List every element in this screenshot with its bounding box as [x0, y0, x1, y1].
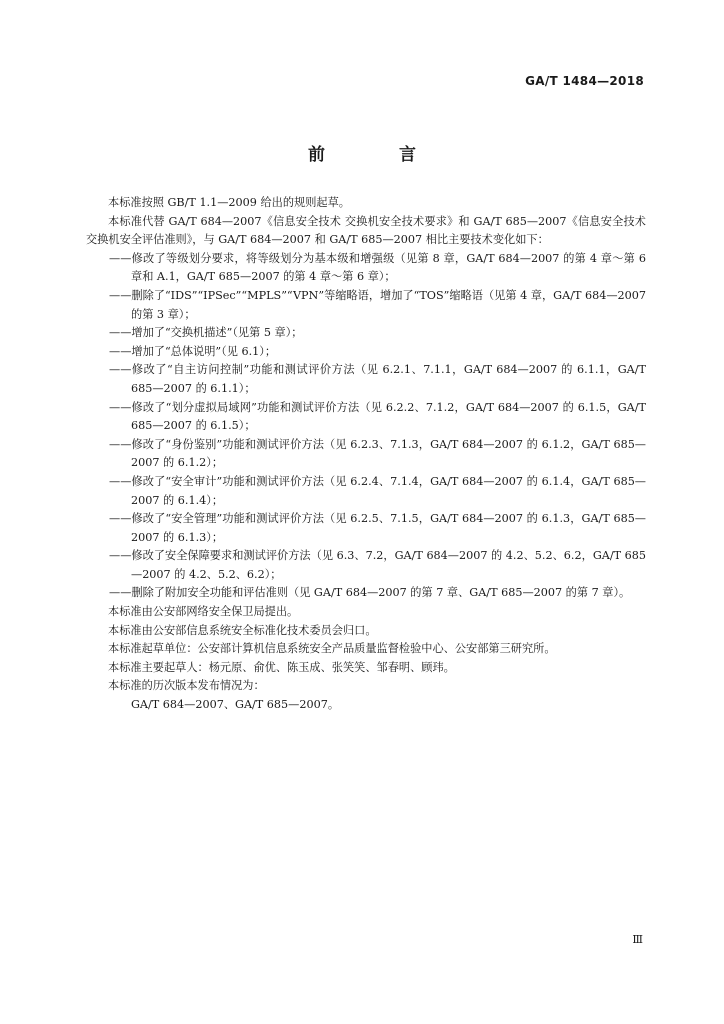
list-item: ——修改了等级划分要求，将等级划分为基本级和增强级（见第 8 章，GA/T 684—2007 的第 4 章～第 6 章和 A.1，GA/T 685—2007 的第 4 章～第 6 章）；: [109, 251, 646, 284]
list-item: ——修改了“安全管理”功能和测试评价方法（见 6.2.5、7.1.5，GA/T 684—2007 的 6.1.3，GA/T 685—2007 的 6.1.3）；: [109, 512, 646, 544]
list-item: ——删除了附加安全功能和评估准则（见 GA/T 684—2007 的第 7 章、GA/T 685—2007 的第 7 章）。: [109, 586, 631, 600]
list-item: ——增加了“交换机描述”（见第 5 章）；: [109, 326, 303, 340]
paragraph: GA/T 684—2007、GA/T 685—2007。: [131, 698, 340, 712]
page-title: 前 言: [308, 145, 450, 165]
page-number: Ⅲ: [632, 933, 643, 946]
paragraph: 本标准代替 GA/T 684—2007《信息安全技术 交换机安全技术要求》和 GA/T 685—2007《信息安全技术 交换机安全评估准则》，与 GA/T 684—2007 和 GA/T 685—2007 相比主要技术变化如下：: [86, 214, 646, 247]
foreword-content: [86, 194, 646, 715]
paragraph: 本标准由公安部信息系统安全标准化技术委员会归口。: [108, 623, 377, 637]
list-item: ——修改了安全保障要求和测试评价方法（见 6.3、7.2，GA/T 684—2007 的 4.2、5.2、6.2，GA/T 685—2007 的 4.2、5.2、6.2）；: [109, 549, 646, 581]
list-item: ——修改了“安全审计”功能和测试评价方法（见 6.2.4、7.1.4，GA/T 684—2007 的 6.1.4，GA/T 685—2007 的 6.1.4）；: [109, 474, 646, 507]
paragraph: 本标准的历次版本发布情况为：: [108, 679, 265, 693]
list-item: ——修改了“自主访问控制”功能和测试评价方法（见 6.2.1、7.1.1，GA/T 684—2007 的 6.1.1，GA/T 685—2007 的 6.1.1）；: [109, 363, 646, 395]
list-item: ——修改了“身份鉴别”功能和测试评价方法（见 6.2.3、7.1.3，GA/T 684—2007 的 6.1.2，GA/T 685—2007 的 6.1.2）；: [109, 437, 646, 470]
paragraph: 本标准起草单位：公安部计算机信息系统安全产品质量监督检验中心、公安部第三研究所。: [108, 642, 556, 656]
paragraph: 本标准按照 GB/T 1.1—2009 给出的规则起草。: [108, 196, 350, 209]
paragraph: 本标准由公安部网络安全保卫局提出。: [108, 605, 299, 619]
standard-number: GA/T 1484—2018: [525, 74, 644, 88]
list-item: ——增加了“总体说明”（见 6.1）；: [109, 344, 277, 358]
list-item: ——删除了“IDS”“IPSec”“MPLS”“VPN”等缩略语，增加了“TOS”缩略语（见第 4 章，GA/T 684—2007 的第 3 章）；: [109, 288, 646, 321]
paragraph: 本标准主要起草人：杨元原、俞优、陈玉成、张笑笑、邹春明、顾玮。: [108, 660, 455, 674]
list-item: ——修改了“划分虚拟局域网”功能和测试评价方法（见 6.2.2、7.1.2，GA/T 684—2007 的 6.1.5，GA/T 685—2007 的 6.1.5）；: [109, 400, 646, 433]
